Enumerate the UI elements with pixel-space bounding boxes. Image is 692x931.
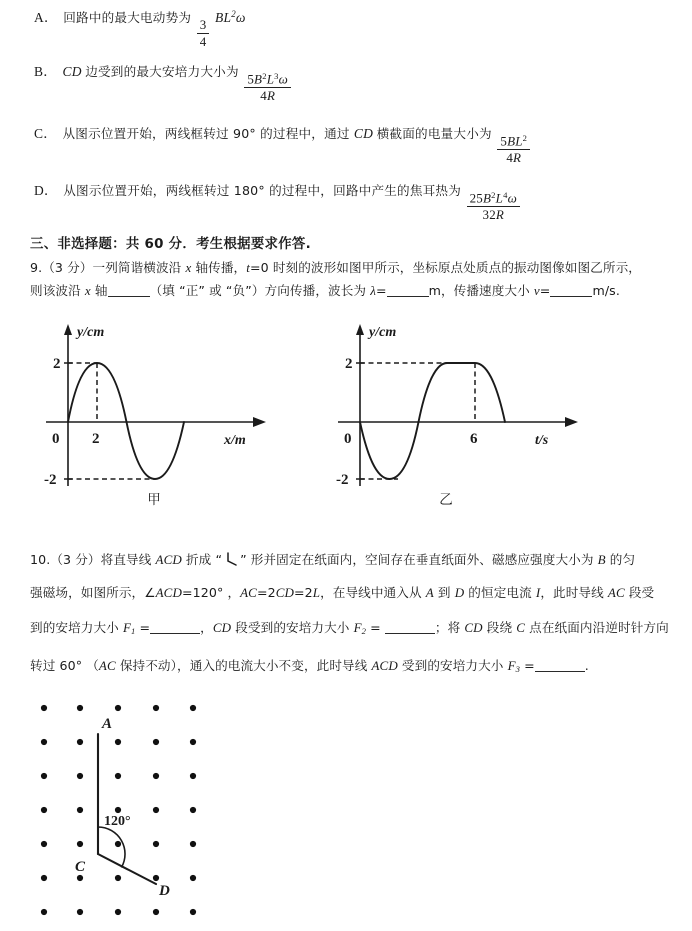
figure-jia-svg [38,318,298,493]
question-10-l4-ac: AC [98,658,116,673]
yi-waveform [360,363,447,479]
question-10-l2-ac: AC [240,585,257,600]
option-a-numerator: 3 [197,18,210,34]
question-10-var-B: B [597,552,606,567]
question-9-line-2 [30,281,620,301]
question-10-l2-h: ，此时导线 [540,585,608,600]
label-point-c: C [75,859,86,875]
question-10-l3-g: 段绕 [482,620,517,635]
question-10-l3-b: = [135,620,151,635]
jia-waveform [68,363,184,479]
question-10-F2-sub: 2 [361,626,367,637]
yi-origin-label: 0 [344,431,352,447]
option-d-text: 从图示位置开始，两线框转过 180° 的过程中，回路中产生的焦耳热为 [63,183,462,198]
question-10-l4-a: 转过 60° （ [30,658,99,673]
question-10-acd: ACD [155,552,182,567]
yi-ytick-2: 2 [345,356,353,372]
option-a-formula: $BL^2\omega$ [215,9,246,25]
question-9-l2-d: = [375,283,387,298]
jia-x-axis-label: x/m [224,433,246,448]
jia-ytick-2: 2 [53,356,61,372]
question-10-number: 10.（3 分） [30,552,101,567]
option-b-denominator: 4R [260,88,276,104]
option-b-lead: CD [62,64,82,79]
jia-ytick-neg2: -2 [44,472,57,488]
figure-yi-svg [330,318,620,493]
question-10-l2-D: D [454,585,465,600]
question-10-l2-b: =120° ， [181,585,241,600]
question-10-F3: F [507,658,516,673]
question-10-l4-e: . [584,658,589,673]
question-10-l2-c: =2 [256,585,276,600]
field-dot-grid [41,705,196,915]
option-c [34,124,532,165]
question-9-text-c: =0 时刻的波形如图甲所示，坐标原点处质点的振动图像如图乙所示， [249,260,641,275]
question-10-F1: F [122,620,132,635]
yi-waveform-2 [447,363,505,422]
question-10-line-3 [30,618,669,638]
option-c-cd: CD [353,126,374,141]
option-c-label: C． [34,126,57,141]
option-c-denominator: 4R [506,150,522,166]
label-angle-120: 120° [104,814,131,829]
question-10-l1-b: 折成 “ [181,552,223,567]
question-10-blank-f3[interactable] [535,671,585,672]
question-10-l2-ac2: AC [607,585,625,600]
question-10-line-1 [30,550,635,570]
question-9-l2-b: 轴 [90,283,108,298]
question-10-l2-acd: ACD [155,585,182,600]
question-9-unit-2: m/s. [592,283,620,298]
yi-ytick-neg2: -2 [336,472,349,488]
question-10-l3-cd2: CD [464,620,483,635]
question-9-blank-direction[interactable] [108,296,150,297]
question-9-number: 9.（3 分） [30,260,93,275]
question-10-l2-e: ，在导线中通入从 [320,585,426,600]
option-c-text-before: 从图示位置开始，两线框转过 90° 的过程中，通过 [62,126,354,141]
yi-y-axis-label: y/cm [369,325,397,340]
question-10-l4-acd: ACD [371,658,398,673]
yi-xtick-6: 6 [470,431,478,447]
option-d [34,181,522,222]
figure-yi [330,318,620,508]
question-9-var-t: t [246,260,250,275]
question-10-l2-I: I [535,585,541,600]
question-10-l2-a: 强磁场，如图所示，∠ [30,585,156,600]
jia-x-axis-arrow [253,417,266,427]
question-10-l3-d: 段受到的安培力大小 [231,620,354,635]
figure-jia-caption: 甲 [147,492,161,508]
question-9-l2-a: 则该波沿 [30,283,85,298]
option-c-numerator: $5BL^2$ [497,134,530,150]
option-b-fraction [244,72,291,103]
option-b [34,62,293,103]
option-a-denominator: 4 [199,34,207,50]
option-b-text: 边受到的最大安培力大小为 [85,64,239,79]
jia-y-axis-label: y/cm [77,325,105,340]
question-10-l1-a: 将直导线 [100,552,156,567]
question-10-l4-d: = [520,658,535,673]
figure-jia [38,318,298,508]
option-d-denominator: 32R [482,207,505,223]
question-10-line-4 [30,656,589,676]
question-10-l1-d: 的匀 [605,552,636,567]
jia-y-axis-arrow [64,324,72,335]
question-10-l1-c: ” 形并固定在纸面内，空间存在垂直纸面外、磁感应强度大小为 [240,552,598,567]
question-10-l2-g: 的恒定电流 [464,585,536,600]
bent-wire-icon [223,553,239,566]
option-a-fraction [197,18,210,48]
question-9-text-b: 轴传播， [191,260,247,275]
question-10-l2-A: A [425,585,434,600]
jia-xtick-2: 2 [92,431,100,447]
question-10-line-2 [30,583,654,603]
yi-y-axis-arrow [356,324,364,335]
question-9-lambda: λ [370,283,376,298]
option-b-label: B． [34,64,57,79]
figure-10-svg [28,694,258,926]
question-10-blank-f1[interactable] [150,633,200,634]
option-c-text-after: 横截面的电量大小为 [376,126,492,141]
label-point-d: D [159,883,170,899]
question-10-l2-d: =2 [293,585,313,600]
question-10-l4-b: 保持不动），通入的电流大小不变，此时导线 [115,658,372,673]
question-10-l3-cd: CD [212,620,232,635]
question-10-l3-c: ， [200,620,213,635]
question-9-var-x: x [185,260,192,275]
yi-x-axis-label: t/s [535,433,549,448]
option-a-text: 回路中的最大电动势为 [63,10,192,25]
question-9-l2-var-x: x [84,283,91,298]
question-10-l3-e: = [366,620,385,635]
option-d-label: D． [34,183,58,198]
question-9-line-1 [30,258,641,278]
question-10-l3-C: C [516,620,526,635]
question-10-l3-f: ；将 [434,620,465,635]
question-9-l2-c: （填 “正” 或 “负”）方向传播，波长为 [149,283,371,298]
question-10-l3-h: 点在纸面内沿逆时针方向 [525,620,669,635]
label-point-a: A [102,716,113,732]
question-10-l3-a: 到的安培力大小 [30,620,123,635]
option-a [34,8,246,49]
question-9-l2-e: = [539,283,551,298]
option-d-numerator: $25B^2L^4\omega$ [467,191,520,207]
jia-origin-label: 0 [52,431,60,447]
question-10-l2-L: L [312,585,321,600]
option-a-label: A． [34,10,58,25]
section-heading: 三、非选择题：共 60 分．考生根据要求作答. [30,237,311,252]
question-10-F2: F [353,620,362,635]
question-10-blank-f2[interactable] [385,633,435,634]
question-10-l2-f: 到 [433,585,455,600]
question-10-F1-sub: 1 [131,626,136,637]
question-10-F3-sub: 3 [515,664,521,675]
question-10-l4-c: 受到的安培力大小 [397,658,508,673]
figure-10 [28,694,258,926]
option-b-numerator: $5B^2L^3\omega$ [244,72,291,88]
question-9-var-v: v [533,283,540,298]
question-9-blank-wavelength[interactable] [387,296,429,297]
option-c-fraction [497,134,530,165]
wire-segment-cd [98,854,156,884]
question-9-blank-speed[interactable] [550,296,592,297]
yi-x-axis-arrow [565,417,578,427]
question-10-l2-cd: CD [275,585,294,600]
question-9-unit-1: m，传播速度大小 [428,283,534,298]
question-9-text-a: 一列简谐横波沿 [92,260,186,275]
question-10-l2-i: 段受 [624,585,655,600]
option-d-fraction [467,191,520,222]
figure-yi-caption: 乙 [439,492,453,508]
